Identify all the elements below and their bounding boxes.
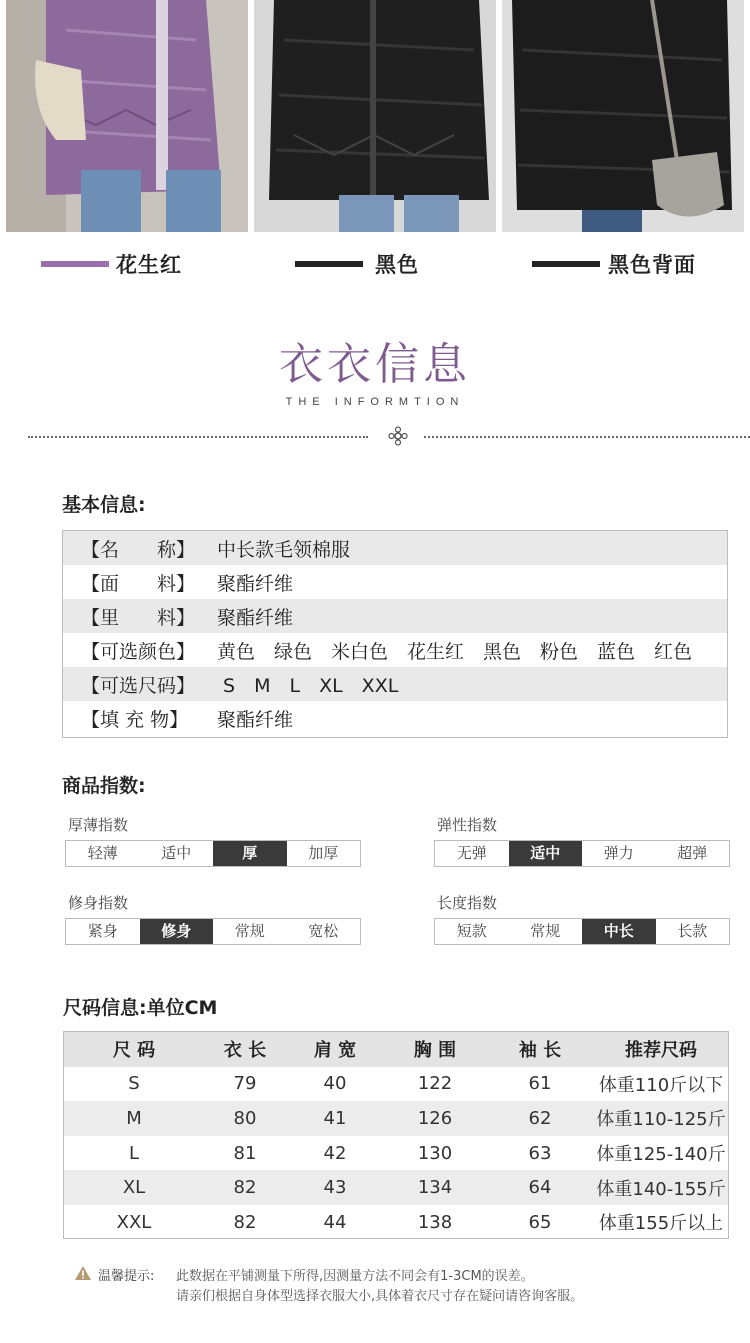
basic-value: 中长款毛领棉服: [217, 538, 351, 561]
size-cell: 61: [528, 1073, 552, 1095]
size-cell: 40: [323, 1073, 347, 1095]
swatch-bar-black-back: [532, 261, 600, 267]
dotted-divider-left: [28, 436, 368, 438]
basic-value: S M L XL XXL: [217, 674, 399, 697]
size-table-header: [64, 1032, 728, 1067]
swatch-label-black-back: 黑色背面: [608, 253, 696, 277]
swatch-bar-black: [295, 261, 363, 267]
size-cell: 82: [233, 1177, 257, 1199]
size-cell: 体重125-140斤: [596, 1144, 726, 1166]
size-heading: 尺码信息:单位CM: [63, 997, 218, 1019]
index-option: 轻薄: [87, 844, 118, 862]
size-cell: 63: [528, 1142, 552, 1164]
basic-key: 【填 充 物】: [81, 708, 189, 731]
size-header-cell: 推荐尺码: [625, 1040, 697, 1062]
basic-row-colors: [63, 633, 727, 667]
size-cell: 体重140-155斤: [596, 1178, 726, 1200]
warning-icon: [74, 1265, 92, 1281]
index-option: 厚: [213, 841, 287, 866]
basic-value: 聚酯纤维: [217, 572, 294, 595]
size-header-cell: 衣 长: [223, 1040, 267, 1062]
size-cell: 130: [417, 1142, 453, 1164]
index-heading: 商品指数:: [62, 775, 146, 797]
size-cell: 41: [323, 1107, 347, 1129]
size-cell: 体重155斤以上: [598, 1213, 724, 1235]
index-title-length: 长度指数: [437, 894, 498, 912]
product-photo-black-back: [502, 0, 744, 232]
basic-value: 黄色 绿色 米白色 花生红 黑色 粉色 蓝色 红色: [217, 640, 693, 663]
index-option: 修身: [140, 919, 214, 944]
size-cell: L: [128, 1142, 140, 1164]
basic-value: 聚酯纤维: [217, 606, 294, 629]
size-cell: S: [128, 1073, 140, 1095]
size-cell: 体重110-125斤: [596, 1109, 726, 1131]
basic-info-table: [62, 530, 728, 738]
index-option: 短款: [456, 922, 487, 940]
tip-line-2: 请亲们根据自身体型选择衣服大小,具体着衣尺寸存在疑问请咨询客服。: [176, 1289, 584, 1304]
size-cell: 80: [233, 1107, 257, 1129]
size-cell: 138: [417, 1211, 453, 1233]
index-option: 适中: [161, 844, 192, 862]
index-option: 适中: [509, 841, 583, 866]
index-option: 中长: [582, 919, 656, 944]
size-cell: 79: [233, 1073, 257, 1095]
size-row: [64, 1170, 728, 1205]
index-title-thickness: 厚薄指数: [68, 816, 129, 834]
index-option: 加厚: [308, 844, 339, 862]
index-title-elasticity: 弹性指数: [437, 816, 498, 834]
size-row: [64, 1136, 728, 1171]
size-cell: 62: [528, 1107, 552, 1129]
size-cell: 体重110斤以下: [598, 1074, 724, 1096]
tip-label: 温馨提示:: [98, 1269, 155, 1284]
dotted-divider-right: [424, 436, 750, 438]
index-option: 超弹: [677, 844, 708, 862]
basic-row-filling: [63, 701, 727, 735]
size-table: [63, 1031, 729, 1239]
basic-row-lining: [63, 599, 727, 633]
index-option: 弹力: [603, 844, 634, 862]
index-option: 无弹: [456, 844, 487, 862]
basic-value: 聚酯纤维: [217, 708, 294, 731]
size-cell: 126: [417, 1107, 453, 1129]
size-cell: 43: [323, 1177, 347, 1199]
size-cell: 42: [323, 1142, 347, 1164]
size-header-cell: 袖 长: [518, 1040, 562, 1062]
swatch-label-purple: 花生红: [116, 253, 182, 277]
flower-ornament-icon: [388, 426, 408, 446]
basic-key: 【面 料】: [81, 572, 196, 595]
index-bar-elasticity: [434, 840, 730, 867]
basic-row-fabric: [63, 565, 727, 599]
size-header-cell: 尺 码: [112, 1040, 156, 1062]
size-row: [64, 1205, 728, 1240]
size-row: [64, 1101, 728, 1136]
index-bar-length: [434, 918, 730, 945]
index-bar-fit: [65, 918, 361, 945]
size-cell: 81: [233, 1142, 257, 1164]
product-photo-black-front: [254, 0, 496, 232]
index-option: 长款: [677, 922, 708, 940]
size-cell: XXL: [116, 1211, 152, 1233]
basic-key: 【里 料】: [81, 606, 196, 629]
size-header-cell: 胸 围: [413, 1040, 457, 1062]
tip-line-1: 此数据在平铺测量下所得,因测量方法不同会有1-3CM的误差。: [176, 1269, 534, 1284]
swatch-bar-purple: [41, 261, 109, 267]
size-cell: 64: [528, 1177, 552, 1199]
index-option: 宽松: [308, 922, 339, 940]
basic-row-sizes: [63, 667, 727, 701]
size-cell: 82: [233, 1211, 257, 1233]
size-cell: 122: [417, 1073, 453, 1095]
size-cell: 65: [528, 1211, 552, 1233]
swatch-label-black: 黑色: [375, 253, 419, 277]
index-option: 紧身: [87, 922, 118, 940]
section-subtitle: THE INFORMTION: [285, 396, 465, 408]
index-title-fit: 修身指数: [68, 894, 129, 912]
size-row: [64, 1067, 728, 1102]
size-cell: 44: [323, 1211, 347, 1233]
basic-key: 【名 称】: [81, 538, 196, 561]
index-option: 常规: [530, 922, 561, 940]
section-title: 衣衣信息: [279, 339, 471, 390]
basic-key: 【可选尺码】: [81, 674, 196, 697]
index-bar-thickness: [65, 840, 361, 867]
size-cell: 134: [417, 1177, 453, 1199]
basic-info-heading: 基本信息:: [62, 494, 146, 516]
basic-row-name: [63, 531, 727, 565]
index-option: 常规: [234, 922, 265, 940]
size-header-cell: 肩 宽: [313, 1040, 357, 1062]
basic-key: 【可选颜色】: [81, 640, 196, 663]
product-photo-purple: [6, 0, 248, 232]
size-cell: M: [126, 1107, 142, 1129]
size-cell: XL: [122, 1177, 146, 1199]
